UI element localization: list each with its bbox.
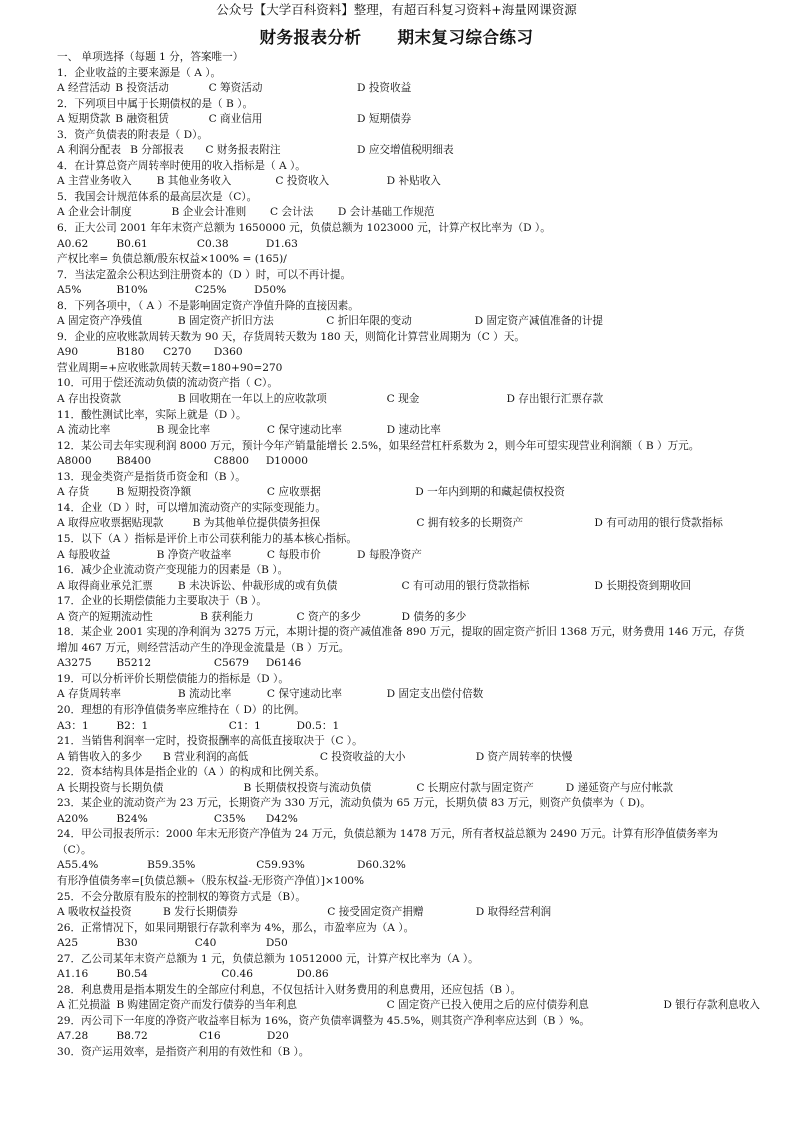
- answer-option: D 递延资产与应付帐款: [565, 781, 674, 794]
- answer-option: B8400: [116, 455, 152, 468]
- question-text: 3．资产负债表的附表是（ D）。: [57, 128, 209, 141]
- answer-option: C 资产的多少: [296, 610, 361, 623]
- answer-options: [57, 750, 747, 766]
- answer-option: D42%: [265, 812, 298, 825]
- answer-option: B 购建固定资产而发行债券的当年利息: [116, 999, 298, 1012]
- answer-option: B 长期债权投资与流动负债: [243, 781, 372, 794]
- answer-option: D 有可动用的银行贷款指标: [594, 517, 723, 530]
- answer-option: B24%: [116, 812, 148, 825]
- answer-option: A1.16: [57, 968, 89, 981]
- question-text: 24．甲公司报表所示：2000 年末无形资产净值为 24 万元，负债总额为 1478 万元，所有者权益总额为 2490 万元。计算有形净值债务率为（C）。: [57, 828, 719, 856]
- question-text: 27．乙公司某年末资产总额为 1 元，负债总额为 10512000 元，计算产权比率为（A ）。: [57, 952, 479, 965]
- answer-options: [57, 936, 747, 952]
- answer-option: A7.28: [57, 1030, 89, 1043]
- answer-option: A 汇兑损溢: [57, 999, 111, 1012]
- answer-option: A 经营活动: [57, 82, 111, 95]
- answer-option: C 固定资产已投入使用之后的应付债券利息: [386, 999, 589, 1012]
- answer-option: B10%: [116, 284, 148, 297]
- answer-option: D 长期投资到期收回: [594, 579, 692, 592]
- answer-option: A 短期贷款: [57, 113, 111, 126]
- answer-option: B 流动比率: [177, 688, 232, 701]
- answer-option: D 速动比率: [386, 424, 441, 437]
- answer-options: [57, 719, 747, 735]
- answer-options: [57, 998, 760, 1014]
- answer-option: C25%: [194, 284, 227, 297]
- answer-option: C 保守速动比率: [266, 424, 342, 437]
- answer-option: D 投资收益: [356, 82, 412, 95]
- question-text: 29．丙公司下一年度的净资产收益率目标为 16%，资产负债率调整为 45.5%，则其资产净利率应达到（B ）%。: [57, 1014, 590, 1027]
- answer-option: C0.46: [221, 968, 253, 981]
- question-text: 17．企业的长期偿债能力主要取决于（B ）。: [57, 595, 268, 608]
- answer-options: [57, 548, 747, 564]
- question-text: 26．正常情况下，如果同期银行存款利率为 4%，那么，市盈率应为（A ）。: [57, 921, 415, 934]
- question-text: 7．当法定盈余公积达到注册资本的（D ）时，可以不再计提。: [57, 268, 352, 281]
- answer-option: A 主营业务收入: [57, 175, 132, 188]
- answer-option: D 会计基础工作规范: [337, 206, 435, 219]
- answer-option: A 每股收益: [57, 548, 111, 561]
- answer-option: B 分部报表: [130, 144, 184, 157]
- answer-option: D50%: [254, 284, 287, 297]
- answer-options: [57, 454, 747, 470]
- answer-option: B 企业会计准则: [171, 206, 247, 219]
- answer-option: C 会计法: [270, 206, 314, 219]
- answer-option: A0.62: [57, 237, 89, 250]
- answer-option: D 每股净资产: [356, 548, 422, 561]
- answer-option: B0.61: [116, 237, 148, 250]
- answer-option: C 折旧年限的变动: [326, 315, 412, 328]
- answer-options: [57, 687, 747, 703]
- answer-option: B 营业利润的高低: [163, 750, 249, 763]
- answer-options: [57, 81, 747, 97]
- answer-options: [57, 205, 747, 221]
- answer-option: A 取得应收票据贴现款: [57, 517, 164, 530]
- question-text: 18．某企业 2001 实现的净利润为 3275 万元，本期计提的资产减值准备 890 万元，提取的固定资产折旧 1368 万元，财务费用 146 万元，存货增加 467 万元，则经营活动产生的净现金流量是（B ）万元。: [57, 626, 745, 654]
- answer-option: C35%: [213, 812, 246, 825]
- question-text: 6．正大公司 2001 年年末资产总额为 1650000 元，负债总额为 1023000 元，计算产权比率为（D ）。: [57, 222, 551, 235]
- answer-options: [57, 858, 747, 874]
- answer-option: D0.86: [296, 968, 329, 981]
- answer-options: [57, 237, 747, 253]
- answer-option: A 流动比率: [57, 424, 111, 437]
- question-text: 20．理想的有形净值债务率应维持在（ D）的比例。: [57, 703, 305, 716]
- question-text: 5．我国会计规范体系的最高层次是（C）。: [57, 190, 258, 203]
- answer-option: D60.32%: [356, 859, 406, 872]
- answer-options: [57, 610, 747, 626]
- answer-options: [57, 656, 747, 672]
- answer-options: [57, 283, 747, 299]
- answer-option: D 取得经营利润: [475, 906, 552, 919]
- answer-option: D20: [266, 1030, 289, 1043]
- answer-option: A 吸收权益投资: [57, 906, 132, 919]
- title-right: 期末复习综合练习: [397, 28, 534, 47]
- answer-option: A5%: [57, 284, 82, 297]
- answer-option: C 财务报表附注: [205, 144, 281, 157]
- answer-option: D 固定资产减值准备的计提: [474, 315, 604, 328]
- title-left: 财务报表分析: [259, 28, 362, 47]
- answer-option: C40: [194, 937, 217, 950]
- answer-option: C 有可动用的银行贷款指标: [401, 579, 530, 592]
- answer-options: [57, 516, 747, 532]
- question-text: 10．可用于偿还流动负债的流动资产指（ C）。: [57, 377, 278, 390]
- answer-options: [57, 392, 747, 408]
- question-list: [57, 50, 760, 1061]
- answer-option: B 回收期在一年以上的应收款项: [177, 393, 327, 406]
- answer-option: B8.72: [116, 1030, 148, 1043]
- answer-option: C 每股市价: [266, 548, 321, 561]
- question-text: 11．酸性测试比率，实际上就是（D ）。: [57, 408, 247, 421]
- answer-option: B 为其他单位提供债务担保: [192, 517, 321, 530]
- answer-option: C 长期应付款与固定资产: [416, 781, 534, 794]
- answer-option: A90: [57, 346, 79, 359]
- answer-option: D 应交增值税明细表: [356, 144, 454, 157]
- question-text: 13．现金类资产是指货币资金和（B ）。: [57, 470, 246, 483]
- answer-option: B 短期投资净额: [116, 486, 192, 499]
- answer-option: C 保守速动比率: [266, 688, 342, 701]
- answer-option: B59.35%: [147, 859, 196, 872]
- document-title: [0, 27, 793, 49]
- answer-option: C16: [199, 1030, 221, 1043]
- question-text: 28．利息费用是指本期发生的全部应付利息，不仅包括计入财务费用的利息费用，还应包括（B ）。: [57, 983, 522, 996]
- answer-option: A 销售收入的多少: [57, 750, 143, 763]
- question-text: 25．不会分散原有股东的控制权的筹资方式是（B）。: [57, 890, 307, 903]
- answer-option: C0.38: [196, 237, 229, 250]
- answer-option: B0.54: [116, 968, 148, 981]
- question-text: 产权比率= 负债总额/股东权益×100% = (165)/: [57, 253, 287, 266]
- answer-option: A55.4%: [57, 859, 99, 872]
- answer-option: C 投资收入: [275, 175, 330, 188]
- answer-options: [57, 314, 747, 330]
- answer-option: D 银行存款利息收入: [663, 999, 760, 1012]
- answer-option: A8000: [57, 455, 92, 468]
- answer-option: B 发行长期债券: [163, 906, 238, 919]
- answer-option: B2：1: [116, 719, 149, 732]
- answer-options: [57, 812, 747, 828]
- answer-option: D6146: [265, 657, 302, 670]
- answer-option: D 一年内到期的和藏起债权投资: [415, 486, 565, 499]
- answer-option: D10000: [265, 455, 309, 468]
- answer-option: C5679: [213, 657, 249, 670]
- answer-option: B 其他业务收入: [156, 175, 232, 188]
- answer-option: C270: [163, 346, 192, 359]
- question-text: 22．资本结构具体是指企业的（A ）的构成和比例关系。: [57, 766, 326, 779]
- answer-option: D 存出银行汇票存款: [506, 393, 604, 406]
- answer-option: D 补贴收入: [386, 175, 441, 188]
- answer-option: D 资产周转率的快慢: [475, 750, 573, 763]
- answer-options: [57, 485, 747, 501]
- answer-option: C 投资收益的大小: [319, 750, 406, 763]
- answer-option: A 资产的短期流动性: [57, 610, 153, 623]
- answer-option: B5212: [116, 657, 152, 670]
- answer-options: [57, 781, 747, 797]
- answer-option: D 固定支出偿付倍数: [386, 688, 484, 701]
- answer-option: B180: [116, 346, 145, 359]
- answer-option: A 固定资产净残值: [57, 315, 143, 328]
- question-text: 21．当销售利润率一定时，投资报酬率的高低直接取决于（C ）。: [57, 735, 363, 748]
- answer-option: B 获利能力: [200, 610, 254, 623]
- answer-option: B 固定资产折旧方法: [177, 315, 274, 328]
- question-text: 2．下列项目中属于长期债权的是（ B ）。: [57, 97, 254, 110]
- question-text: 14．企业（D ）时，可以增加流动资产的实际变现能力。: [57, 501, 326, 514]
- answer-option: A3275: [57, 657, 92, 670]
- answer-option: D50: [265, 937, 288, 950]
- question-text: 9．企业的应收账款周转天数为 90 天，存货周转天数为 180 天，则简化计算营业周期为（C ）天。: [57, 330, 525, 343]
- answer-option: B30: [116, 937, 138, 950]
- question-text: 30．资产运用效率，是指资产利用的有效性和（B ）。: [57, 1046, 310, 1058]
- answer-option: D 债务的多少: [401, 610, 467, 623]
- question-text: 15．以下（A ）指标是评价上市公司获利能力的基本核心指标。: [57, 532, 357, 545]
- answer-option: A 存货周转率: [57, 688, 121, 701]
- answer-option: A 长期投资与长期负债: [57, 781, 164, 794]
- answer-options: [57, 143, 747, 159]
- section-heading: 一、 单项选择（每题 1 分，答案唯一）: [57, 51, 244, 63]
- question-text: 12．某公司去年实现利润 8000 万元，预计今年产销量能增长 2.5%，如果经营杠杆系数为 2，则今年可望实现营业利润额（ B ）万元。: [57, 439, 700, 452]
- answer-option: C 商业信用: [208, 113, 263, 126]
- question-text: 4．在计算总资产周转率时使用的收入指标是（ A ）。: [57, 159, 306, 172]
- answer-option: C 接受固定资产捐赠: [327, 906, 424, 919]
- answer-option: C8800: [213, 455, 249, 468]
- answer-option: C 现金: [386, 393, 420, 406]
- question-text: 营业周期=+应收账款周转天数=180+90=270: [57, 361, 283, 374]
- answer-option: D360: [213, 346, 243, 359]
- answer-option: D1.63: [265, 237, 298, 250]
- answer-options: [57, 1029, 747, 1045]
- question-text: 8．下列各项中，（ A ）不是影响固定资产净值升降的直接因素。: [57, 299, 359, 312]
- answer-option: A3：1: [57, 719, 89, 732]
- page-header: 公众号【大学百科资料】整理，有超百科复习资料+海量网课资源: [216, 2, 577, 17]
- answer-option: C1：1: [228, 719, 261, 732]
- answer-option: D0.5：1: [296, 719, 340, 732]
- answer-option: B 净资产收益率: [156, 548, 232, 561]
- answer-option: A20%: [57, 812, 89, 825]
- answer-options: [57, 423, 747, 439]
- answer-options: [57, 579, 747, 595]
- answer-option: A 利润分配表: [57, 144, 121, 157]
- answer-options: [57, 967, 747, 983]
- answer-option: C 拥有较多的长期资产: [416, 517, 524, 530]
- answer-option: C 筹资活动: [208, 82, 263, 95]
- answer-option: A 取得商业承兑汇票: [57, 579, 153, 592]
- answer-option: B 投资活动: [115, 82, 169, 95]
- answer-options: [57, 345, 747, 361]
- answer-option: D 短期债券: [356, 113, 412, 126]
- answer-option: C59.93%: [256, 859, 305, 872]
- answer-option: B 未决诉讼、仲裁形成的或有负债: [177, 579, 338, 592]
- question-text: 有形净值债务率=[负债总额÷（股东权益-无形资产净值）]×100%: [57, 874, 365, 887]
- answer-options: [57, 174, 747, 190]
- question-text: 1．企业收益的主要来源是（ A ）。: [57, 66, 222, 79]
- answer-option: A 存出投资款: [57, 393, 121, 406]
- answer-options: [57, 905, 747, 921]
- answer-option: A25: [57, 937, 79, 950]
- question-text: 19．可以分析评价长期偿债能力的指标是（D ）。: [57, 672, 289, 685]
- question-text: 16．减少企业流动资产变现能力的因素是（B ）。: [57, 564, 289, 577]
- answer-option: A 存货: [57, 486, 90, 499]
- answer-option: B 现金比率: [156, 424, 211, 437]
- answer-options: [57, 112, 747, 128]
- question-text: 23．某企业的流动资产为 23 万元，长期资产为 330 万元，流动负债为 65 万元，长期负债 83 万元，则资产负债率为（ D)。: [57, 797, 651, 810]
- answer-option: C 应收票据: [266, 486, 321, 499]
- answer-option: B 融资租赁: [115, 113, 169, 126]
- answer-option: A 企业会计制度: [57, 206, 132, 219]
